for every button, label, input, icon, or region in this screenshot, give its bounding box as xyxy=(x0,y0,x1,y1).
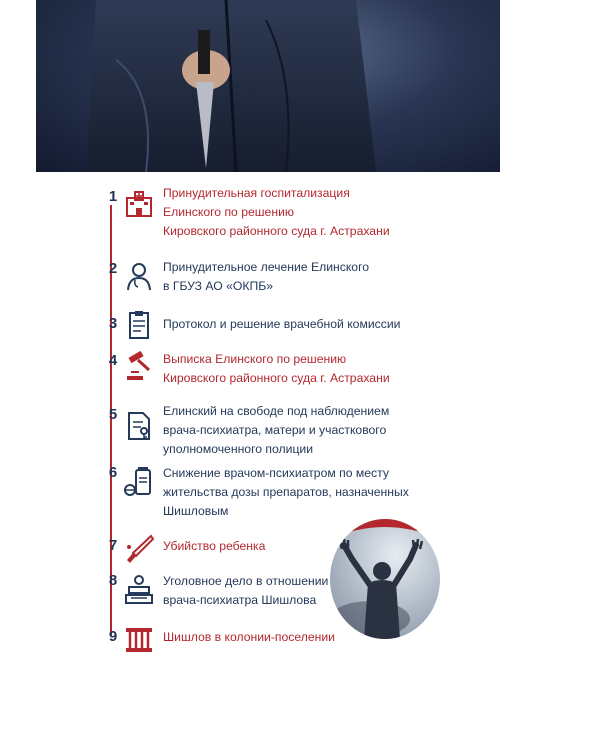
step-number: 9 xyxy=(108,628,118,645)
step-label: Убийство ребенка xyxy=(163,539,266,553)
step-number: 2 xyxy=(108,260,118,277)
man-with-knife-photo xyxy=(36,0,500,172)
step-label: Протокол и решение врачебной комиссии xyxy=(163,317,401,331)
step-label: Шишлов в колонии-поселении xyxy=(163,630,335,644)
step-label: Снижение врачом-психиатром по месту жительства дозы препаратов, назначенных Шишловым xyxy=(163,466,409,518)
step-label: Принудительная госпитализация Елинского по решению Кировского районного суда г. Астрахани xyxy=(163,186,390,238)
gavel-icon xyxy=(123,350,155,382)
step-number: 6 xyxy=(108,464,118,481)
step-label: Принудительное лечение Елинского в ГБУЗ АО «ОКПБ» xyxy=(163,260,370,293)
step-number: 7 xyxy=(108,537,118,554)
hands-up-silhouette-photo xyxy=(330,519,440,639)
hospital-icon xyxy=(123,188,155,220)
step-number: 3 xyxy=(108,315,118,332)
step-label: Выписка Елинского по решению Кировского районного суда г. Астрахани xyxy=(163,352,390,385)
step-number: 5 xyxy=(108,406,118,423)
step-number: 1 xyxy=(108,188,118,205)
knife-icon xyxy=(123,533,155,565)
hero-photo xyxy=(36,0,500,172)
step-label: Елинский на свободе под наблюдением врача-психиатра, матери и участкового уполномоченного полиции xyxy=(163,404,390,456)
step-number: 4 xyxy=(108,352,118,369)
clipboard-icon xyxy=(123,309,155,341)
court-icon xyxy=(123,574,155,606)
step-number: 8 xyxy=(108,572,118,589)
document-key-icon xyxy=(123,410,155,442)
doctor-icon xyxy=(123,260,155,292)
prison-bars-icon xyxy=(123,624,155,656)
step-label: Уголовное дело в отношении врача-психиатра Шишлова xyxy=(163,574,329,607)
pills-icon xyxy=(123,466,155,498)
